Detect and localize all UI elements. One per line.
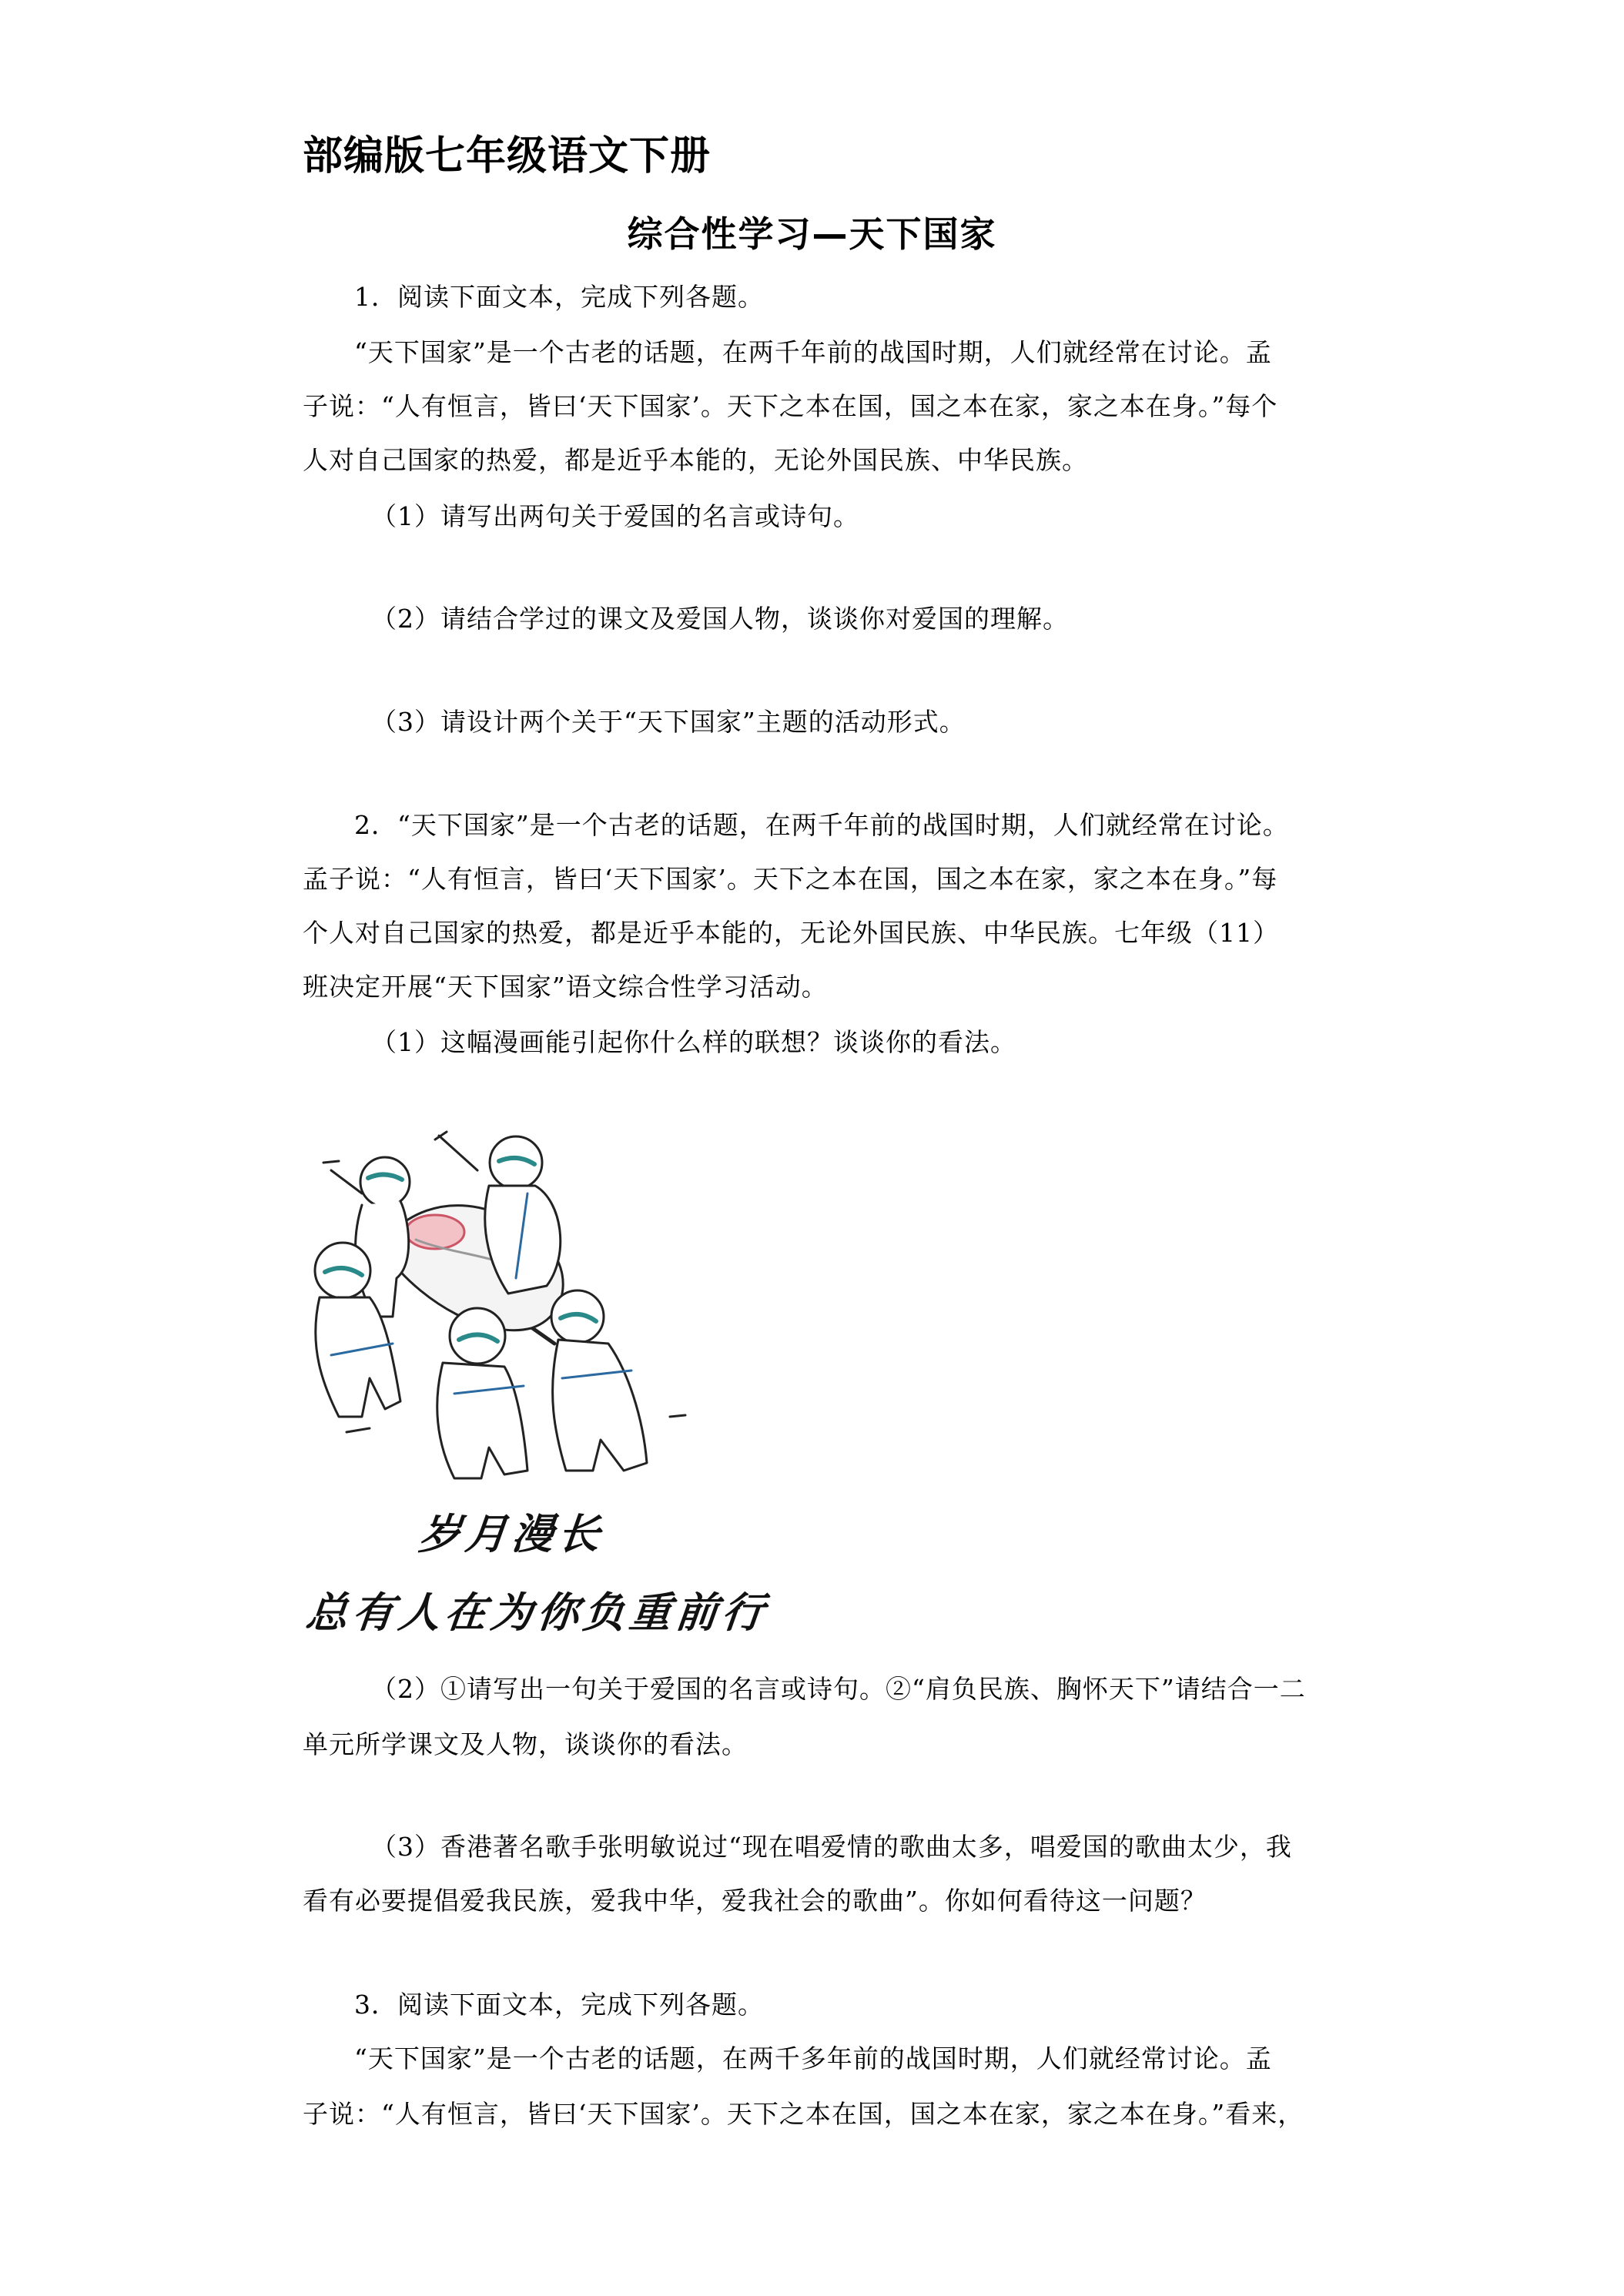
cartoon-caption-line-1: 岁月漫长 [417, 1510, 607, 1558]
q2-paragraph-line-1: 2．“天下国家”是一个古老的话题，在两千年前的战国时期，人们就经常在讨论。 [354, 810, 1289, 840]
q1-paragraph-line-2: 子说：“人有恒言，皆曰‘天下国家’。天下之本在国，国之本在家，家之本在身。”每个 [303, 391, 1278, 421]
q2-subquestion-1: （1）这幅漫画能引起你什么样的联想？谈谈你的看法。 [371, 1027, 1016, 1057]
q1-intro: 1．阅读下面文本，完成下列各题。 [354, 282, 764, 312]
document-title: 综合性学习—天下国家 [627, 213, 997, 255]
q2-paragraph-line-2: 孟子说：“人有恒言，皆曰‘天下国家’。天下之本在国，国之本在家，家之本在身。”每 [303, 864, 1278, 894]
q1-subquestion-2: （2）请结合学过的课文及爱国人物，谈谈你对爱国的理解。 [371, 604, 1069, 634]
q2-subquestion-3-line-1: （3）香港著名歌手张明敏说过“现在唱爱情的歌曲太多，唱爱国的歌曲太少，我 [371, 1832, 1292, 1862]
cartoon-caption-line-2: 总有人在为你负重前行 [303, 1588, 771, 1637]
q2-subquestion-3-line-2: 看有必要提倡爱我民族，爱我中华，爱我社会的歌曲”。你如何看待这一问题？ [303, 1886, 1207, 1916]
q2-subquestion-2-line-1: （2）①请写出一句关于爱国的名言或诗句。②“肩负民族、胸怀天下”请结合一二 [371, 1674, 1306, 1704]
q3-paragraph-line-2: 子说：“人有恒言，皆曰‘天下国家’。天下之本在国，国之本在家，家之本在身。”看来， [303, 2099, 1304, 2129]
q2-paragraph-line-3: 个人对自己国家的热爱，都是近乎本能的，无论外国民族、中华民族。七年级（11） [303, 918, 1279, 948]
q1-subquestion-3: （3）请设计两个关于“天下国家”主题的活动形式。 [371, 707, 966, 737]
q3-intro: 3．阅读下面文本，完成下列各题。 [354, 1990, 764, 2020]
document-header: 部编版七年级语文下册 [303, 133, 712, 179]
q1-paragraph-line-1: “天下国家”是一个古老的话题，在两千年前的战国时期，人们就经常在讨论。孟 [354, 337, 1272, 367]
q1-subquestion-1: （1）请写出两句关于爱国的名言或诗句。 [371, 501, 859, 531]
q2-subquestion-2-line-2: 单元所学课文及人物，谈谈你的看法。 [303, 1729, 748, 1759]
q1-paragraph-line-3: 人对自己国家的热爱，都是近乎本能的，无论外国民族、中华民族。 [303, 445, 1088, 475]
q2-paragraph-line-4: 班决定开展“天下国家”语文综合性学习活动。 [303, 972, 828, 1002]
q3-paragraph-line-1: “天下国家”是一个古老的话题，在两千多年前的战国时期，人们就经常讨论。孟 [354, 2043, 1272, 2073]
